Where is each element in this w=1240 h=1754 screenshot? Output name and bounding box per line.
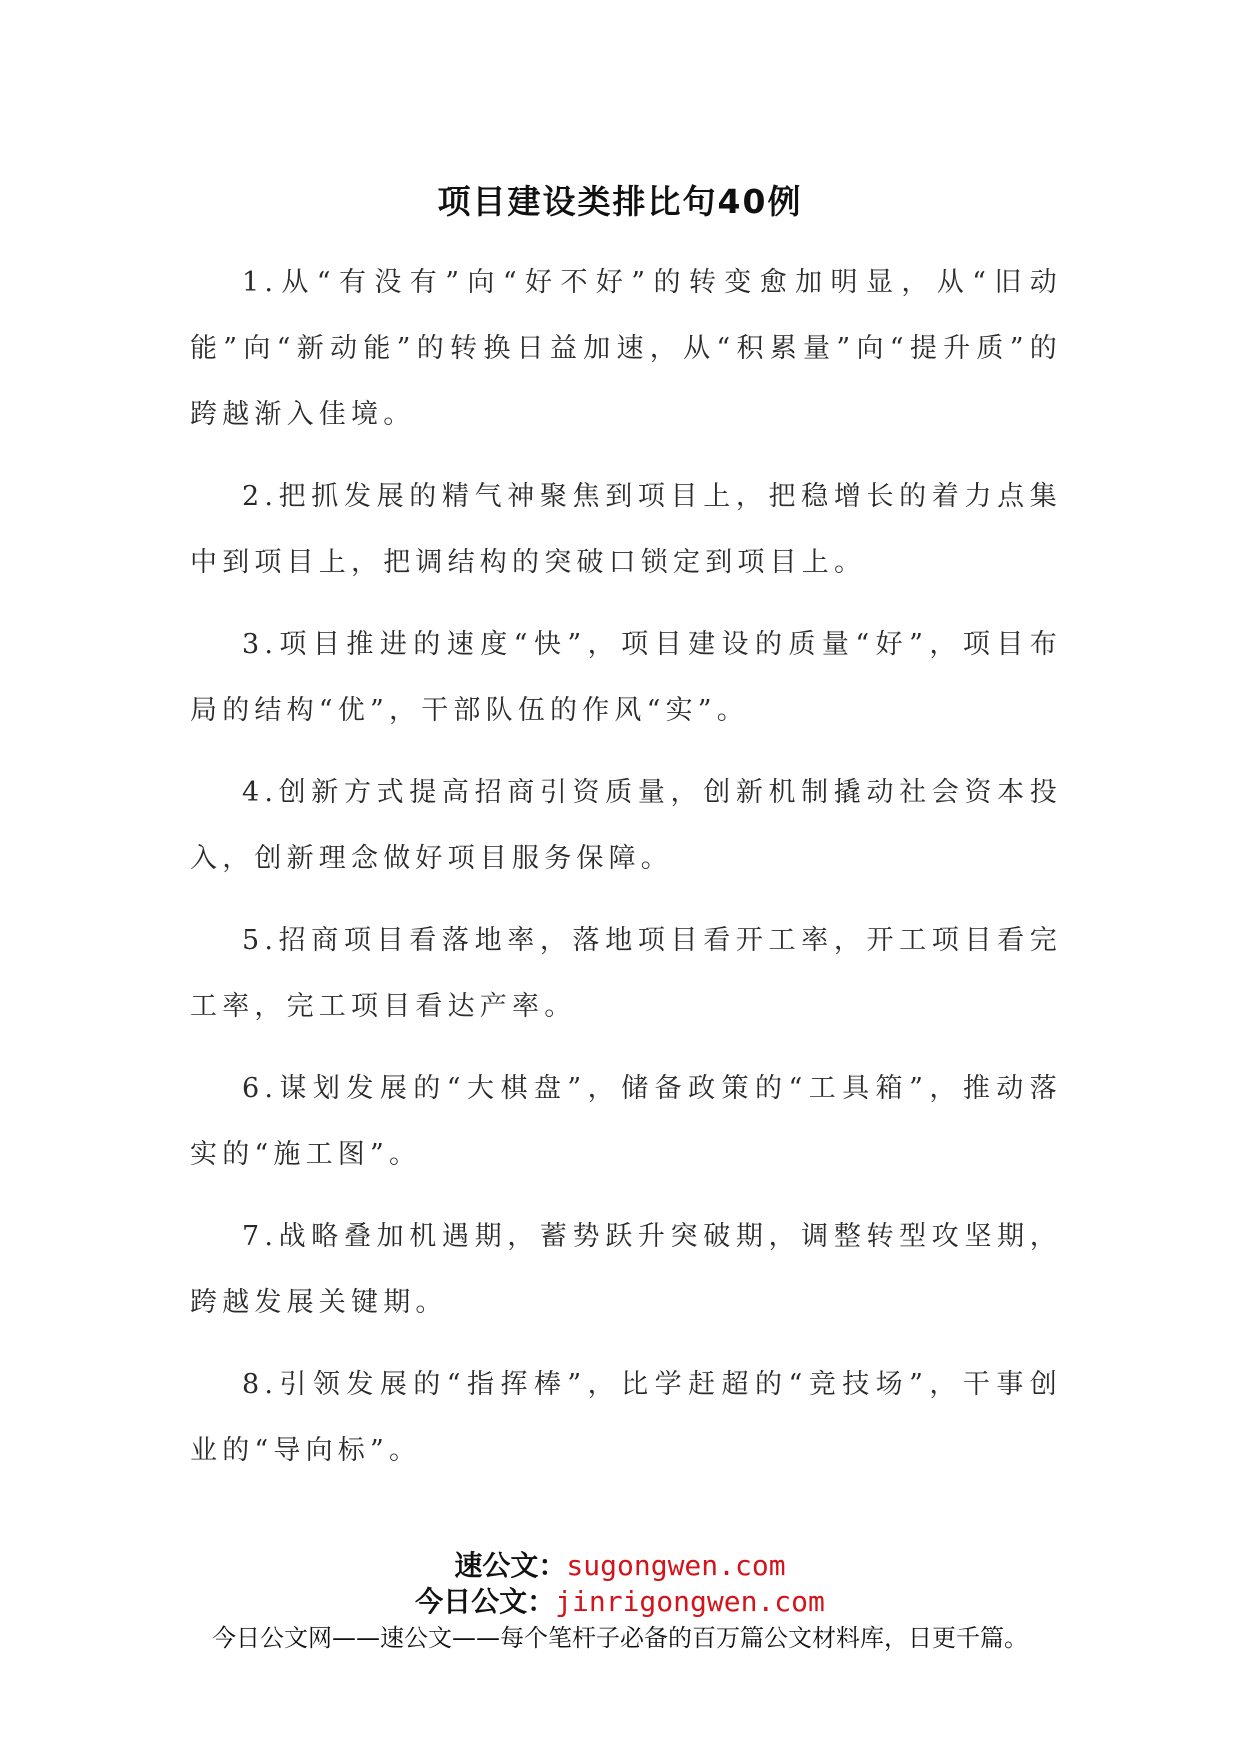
paragraph-6: 6.谋划发展的“大棋盘”，储备政策的“工具箱”，推动落实的“施工图”。 <box>190 1073 1062 1170</box>
footer-label-jinrigongwen: 今日公文： <box>415 1585 556 1618</box>
paragraph-4: 4.创新方式提高招商引资质量，创新机制撬动社会资本投入，创新理念做好项目服务保障。 <box>190 777 1062 874</box>
paragraph-3: 3.项目推进的速度“快”，项目建设的质量“好”，项目布局的结构“优”，干部队伍的作风“实”。 <box>190 629 1062 726</box>
document-title: 项目建设类排比句40例 <box>437 182 803 221</box>
paragraph-5: 5.招商项目看落地率，落地项目看开工率，开工项目看完工率，完工项目看达产率。 <box>190 925 1062 1022</box>
footer-line-sugongwen <box>0 1548 1240 1584</box>
paragraph-8: 8.引领发展的“指挥棒”，比学赶超的“竞技场”，干事创业的“导向标”。 <box>190 1369 1062 1466</box>
footer-tagline: 今日公文网——速公文——每个笔杆子必备的百万篇公文材料库，日更千篇。 <box>212 1624 1028 1652</box>
footer-link-sugongwen[interactable]: sugongwen.com <box>566 1549 786 1582</box>
paragraph-7: 7.战略叠加机遇期，蓄势跃升突破期，调整转型攻坚期，跨越发展关键期。 <box>190 1221 1062 1318</box>
footer-label-sugongwen: 速公文： <box>454 1549 567 1582</box>
footer-line-jinrigongwen <box>0 1584 1240 1620</box>
footer <box>0 1548 1240 1654</box>
footer-link-jinrigongwen[interactable]: jinrigongwen.com <box>555 1585 825 1618</box>
paragraph-2: 2.把抓发展的精气神聚焦到项目上，把稳增长的着力点集中到项目上，把调结构的突破口锁定到项目上。 <box>190 481 1062 578</box>
paragraph-1: 1.从“有没有”向“好不好”的转变愈加明显，从“旧动能”向“新动能”的转换日益加速，从“积累量”向“提升质”的跨越渐入佳境。 <box>190 267 1062 430</box>
document-body <box>190 250 1062 1500</box>
